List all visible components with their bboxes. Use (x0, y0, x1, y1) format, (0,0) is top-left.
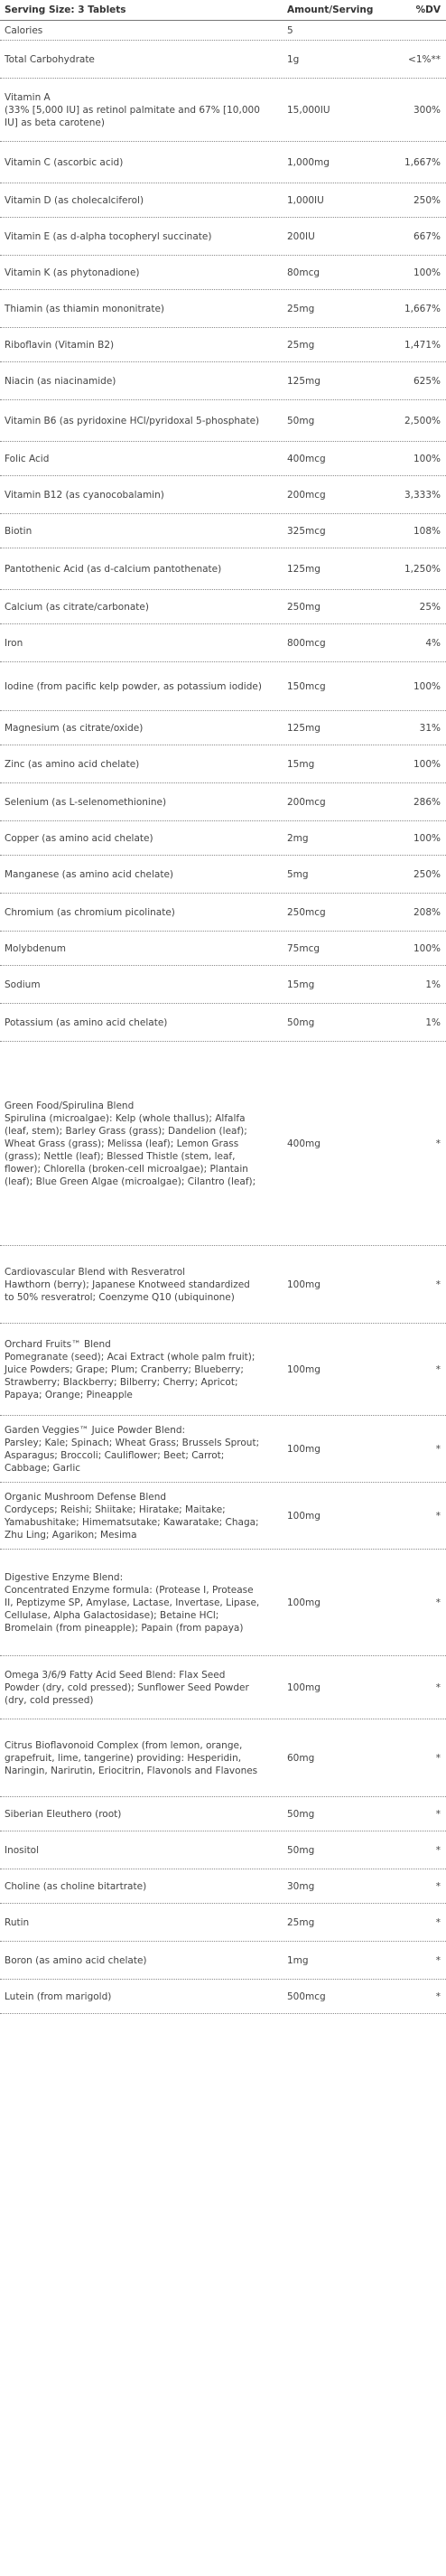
amount-per-serving-heading: Amount/Serving (287, 5, 374, 15)
nutrient-daily-value: * (435, 1954, 441, 1966)
nutrient-amount: 250mg (287, 601, 321, 613)
nutrient-amount: 25mg (287, 339, 315, 351)
nutrient-amount: 50mg (287, 1016, 315, 1028)
table-row (0, 476, 446, 514)
nutrient-amount: 250mcg (287, 906, 326, 918)
nutrient-daily-value: * (435, 1808, 441, 1820)
table-row (0, 1246, 446, 1324)
nutrient-amount: 15mg (287, 758, 315, 770)
table-row (0, 21, 446, 41)
nutrient-name: Potassium (as amino acid chelate) (5, 1016, 168, 1028)
nutrient-daily-value: 250% (413, 194, 441, 206)
nutrient-amount: 125mg (287, 563, 321, 575)
nutrient-name: Copper (as amino acid chelate) (5, 832, 153, 844)
nutrient-daily-value: 250% (413, 868, 441, 880)
nutrient-name: Chromium (as chromium picolinate) (5, 906, 175, 918)
nutrient-daily-value: 100% (413, 832, 441, 844)
table-row (0, 624, 446, 662)
nutrient-daily-value: 100% (413, 453, 441, 464)
nutrient-amount: 400mcg (287, 453, 326, 464)
nutrient-daily-value: 31% (419, 722, 441, 734)
nutrient-amount: 5mg (287, 868, 309, 880)
nutrient-amount: 150mcg (287, 680, 326, 692)
nutrient-amount: 200mcg (287, 489, 326, 501)
table-row (0, 1416, 446, 1483)
nutrient-amount: 15mg (287, 979, 315, 990)
table-row (0, 1980, 446, 2014)
table-row (0, 218, 446, 256)
nutrient-name: Pantothenic Acid (as d-calcium pantothenate) (5, 563, 222, 575)
nutrient-daily-value: 1,667% (404, 156, 441, 168)
nutrient-name: Selenium (as L-selenomethionine) (5, 796, 167, 808)
table-row (0, 1719, 446, 1797)
nutrient-amount: 1,000mg (287, 156, 330, 168)
nutrient-name: Garden Veggies™ Juice Powder Blend: Parsley; Kale; Spinach; Wheat Grass; Brussels Sprout; Asparagus; Broccoli; Cauliflower; Beet; Carrot; Cabbage; Garlic (5, 1424, 260, 1474)
table-row (0, 1869, 446, 1904)
nutrient-daily-value: 100% (413, 267, 441, 278)
nutrient-daily-value: * (435, 1880, 441, 1892)
table-row (0, 1483, 446, 1550)
nutrient-name: Vitamin C (ascorbic acid) (5, 156, 124, 168)
nutrient-daily-value: * (435, 1916, 441, 1928)
table-row (0, 1550, 446, 1656)
nutrient-daily-value: * (435, 1279, 441, 1290)
nutrient-daily-value: 1,250% (404, 563, 441, 575)
nutrient-daily-value: 1% (425, 979, 441, 990)
table-row (0, 142, 446, 183)
serving-size-heading: Serving Size: 3 Tablets (5, 5, 126, 15)
nutrient-amount: 50mg (287, 1844, 315, 1856)
nutrient-name: Niacin (as niacinamide) (5, 375, 116, 387)
nutrient-name: Biotin (5, 525, 33, 537)
nutrient-daily-value: 108% (413, 525, 441, 537)
nutrient-name: Iron (5, 637, 23, 649)
nutrient-daily-value: 208% (413, 906, 441, 918)
nutrient-name: Green Food/Spirulina Blend Spirulina (microalgae): Kelp (whole thallus); Alfalfa (leaf, stem); Barley Grass (grass); Dandelion (leaf); Wheat Grass (grass); Melissa (leaf); Lemon Grass (grass); Nettle (leaf); Blessed Thistle (stem, leaf, flower); Chlorella (broken-cell microalgae); Plantain (leaf); Blue Green Algae (microalgae); Cilantro (leaf); (5, 1100, 256, 1187)
nutrient-daily-value: 300% (413, 104, 441, 116)
nutrient-daily-value: * (435, 1752, 441, 1764)
table-header (0, 0, 446, 21)
table-row (0, 1042, 446, 1246)
nutrient-daily-value: * (435, 1681, 441, 1693)
table-row (0, 590, 446, 624)
nutrient-name: Riboflavin (Vitamin B2) (5, 339, 115, 351)
nutrient-amount: 1mg (287, 1954, 309, 1966)
nutrient-name: Vitamin B6 (as pyridoxine HCl/pyridoxal 5-phosphate) (5, 415, 260, 426)
nutrient-rows (0, 21, 446, 2014)
table-row (0, 79, 446, 142)
nutrient-amount: 100mg (287, 1510, 321, 1522)
table-row (0, 1656, 446, 1719)
nutrient-name: Calories (5, 24, 43, 36)
nutrient-amount: 100mg (287, 1443, 321, 1455)
nutrient-name: Thiamin (as thiamin mononitrate) (5, 303, 165, 314)
nutrient-name: Inositol (5, 1844, 40, 1856)
table-row (0, 442, 446, 476)
nutrient-name: Folic Acid (5, 453, 50, 464)
table-row (0, 1004, 446, 1042)
table-row (0, 1797, 446, 1831)
nutrient-daily-value: * (435, 1597, 441, 1608)
table-row (0, 1324, 446, 1416)
nutrient-daily-value: 667% (413, 230, 441, 242)
nutrient-name: Vitamin D (as cholecalciferol) (5, 194, 144, 206)
nutrient-amount: 200mcg (287, 796, 326, 808)
nutrient-daily-value: * (435, 1363, 441, 1375)
nutrient-amount: 100mg (287, 1597, 321, 1608)
table-row (0, 41, 446, 79)
table-row (0, 256, 446, 290)
nutrient-daily-value: 100% (413, 942, 441, 954)
table-row (0, 1904, 446, 1942)
nutrient-name: Vitamin E (as d-alpha tocopheryl succinate) (5, 230, 212, 242)
nutrient-amount: 50mg (287, 1808, 315, 1820)
nutrient-daily-value: 2,500% (404, 415, 441, 426)
table-row (0, 183, 446, 218)
table-row (0, 1831, 446, 1869)
nutrient-name: Orchard Fruits™ Blend Pomegranate (seed); Acai Extract (whole palm fruit); Juice Powders; Grape; Plum; Cranberry; Blueberry; Strawberry; Blackberry; Bilberry; Cherry; Apricot; Papaya; Orange; Pineapple (5, 1338, 256, 1400)
nutrient-daily-value: * (435, 1844, 441, 1856)
nutrient-amount: 800mcg (287, 637, 326, 649)
nutrient-amount: 5 (287, 24, 293, 36)
nutrient-amount: 25mg (287, 1916, 315, 1928)
table-row (0, 662, 446, 711)
nutrient-name: Rutin (5, 1916, 30, 1928)
nutrient-daily-value: 25% (419, 601, 441, 613)
nutrient-daily-value: 1,471% (404, 339, 441, 351)
nutrient-name: Choline (as choline bitartrate) (5, 1880, 147, 1892)
table-row (0, 362, 446, 400)
table-row (0, 548, 446, 590)
nutrient-name: Vitamin B12 (as cyanocobalamin) (5, 489, 164, 501)
nutrient-amount: 100mg (287, 1279, 321, 1290)
nutrient-amount: 2mg (287, 832, 309, 844)
nutrient-daily-value: 1% (425, 1016, 441, 1028)
nutrient-amount: 1,000IU (287, 194, 324, 206)
nutrient-amount: 60mg (287, 1752, 315, 1764)
table-row (0, 821, 446, 856)
nutrient-amount: 15,000IU (287, 104, 330, 116)
nutrient-name: Boron (as amino acid chelate) (5, 1954, 147, 1966)
nutrient-name: Iodine (from pacific kelp powder, as potassium iodide) (5, 680, 262, 692)
nutrient-daily-value: <1%** (408, 53, 441, 65)
daily-value-heading: %DV (415, 5, 441, 15)
nutrient-daily-value: 3,333% (404, 489, 441, 501)
table-row (0, 1942, 446, 1980)
nutrient-name: Organic Mushroom Defense Blend Cordyceps; Reishi; Shiitake; Hiratake; Maitake; Yamabushitake; Himematsutake; Kawaratake; Chaga; Zhu Ling; Agarikon; Mesima (5, 1491, 259, 1541)
table-row (0, 400, 446, 442)
nutrient-daily-value: 100% (413, 680, 441, 692)
nutrient-name: Vitamin A (33% [5,000 IU] as retinol palmitate and 67% [10,000 IU] as beta carotene) (5, 91, 260, 128)
nutrient-amount: 80mcg (287, 267, 321, 278)
nutrient-amount: 1g (287, 53, 300, 65)
table-row (0, 514, 446, 548)
nutrient-name: Sodium (5, 979, 41, 990)
nutrient-name: Citrus Bioflavonoid Complex (from lemon, orange, grapefruit, lime, tangerine) providing: Hesperidin, Naringin, Narirutin, Eriocitrin, Flavonols and Flavones (5, 1739, 258, 1776)
nutrient-name: Omega 3/6/9 Fatty Acid Seed Blend: Flax Seed Powder (dry, cold pressed); Sunflower Seed Powder (dry, cold pressed) (5, 1669, 249, 1706)
nutrient-amount: 200IU (287, 230, 315, 242)
nutrient-daily-value: 100% (413, 758, 441, 770)
table-row (0, 745, 446, 783)
nutrient-name: Manganese (as amino acid chelate) (5, 868, 174, 880)
nutrient-name: Calcium (as citrate/carbonate) (5, 601, 149, 613)
table-row (0, 783, 446, 821)
nutrient-name: Total Carbohydrate (5, 53, 95, 65)
nutrient-name: Lutein (from marigold) (5, 1991, 112, 2002)
nutrient-amount: 500mcg (287, 1991, 326, 2002)
nutrient-name: Magnesium (as citrate/oxide) (5, 722, 144, 734)
table-row (0, 856, 446, 894)
nutrient-amount: 125mg (287, 375, 321, 387)
table-row (0, 328, 446, 362)
nutrient-name: Siberian Eleuthero (root) (5, 1808, 122, 1820)
nutrient-daily-value: 625% (413, 375, 441, 387)
nutrient-name: Vitamin K (as phytonadione) (5, 267, 140, 278)
nutrient-amount: 50mg (287, 415, 315, 426)
nutrient-daily-value: 286% (413, 796, 441, 808)
nutrient-name: Cardiovascular Blend with Resveratrol Hawthorn (berry); Japanese Knotweed standardized to 50% resveratrol; Coenzyme Q10 (ubiquinone) (5, 1266, 250, 1303)
nutrient-daily-value: * (435, 1510, 441, 1522)
table-row (0, 711, 446, 745)
nutrient-daily-value: * (435, 1138, 441, 1149)
table-row (0, 894, 446, 932)
nutrient-amount: 75mcg (287, 942, 321, 954)
nutrient-amount: 100mg (287, 1681, 321, 1693)
nutrient-daily-value: 1,667% (404, 303, 441, 314)
table-row (0, 290, 446, 328)
nutrient-daily-value: * (435, 1443, 441, 1455)
nutrient-daily-value: * (435, 1991, 441, 2002)
table-row (0, 966, 446, 1004)
nutrient-amount: 400mg (287, 1138, 321, 1149)
nutrient-amount: 25mg (287, 303, 315, 314)
nutrient-amount: 100mg (287, 1363, 321, 1375)
nutrient-name: Zinc (as amino acid chelate) (5, 758, 140, 770)
nutrient-amount: 325mcg (287, 525, 326, 537)
nutrient-name: Molybdenum (5, 942, 66, 954)
nutrient-amount: 30mg (287, 1880, 315, 1892)
table-row (0, 932, 446, 966)
nutrient-daily-value: 4% (425, 637, 441, 649)
nutrient-name: Digestive Enzyme Blend: Concentrated Enzyme formula: (Protease I, Protease II, Peptizyme SP, Amylase, Lactase, Invertase, Lipase, Cellulase, Alpha Galactosidase); Betaine HCl; Bromelain (from pineapple); Papain (from papaya) (5, 1571, 260, 1634)
nutrient-amount: 125mg (287, 722, 321, 734)
